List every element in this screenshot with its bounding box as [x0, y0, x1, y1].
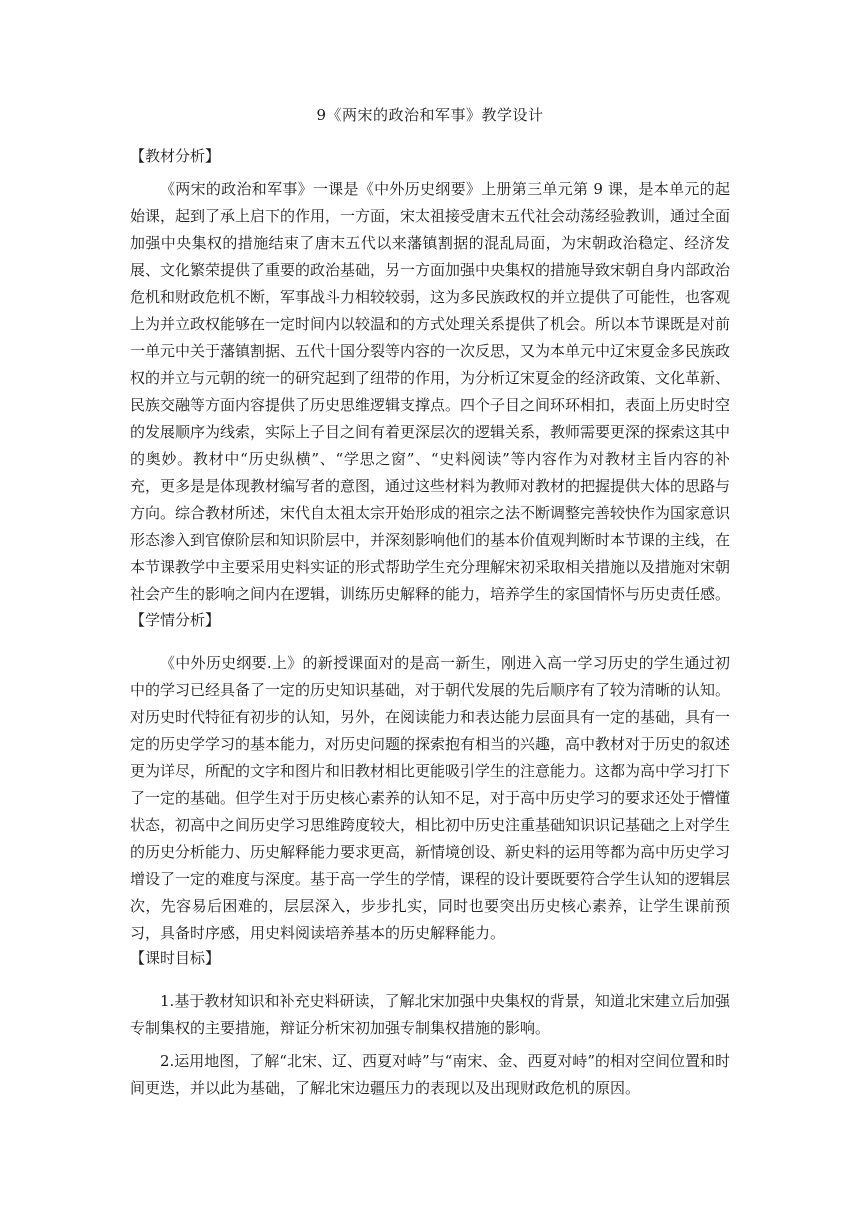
section-heading-student-analysis: 【学情分析】 — [130, 611, 221, 629]
section-heading-lesson-objectives: 【课时目标】 — [130, 949, 221, 967]
paragraph: 2.运用地图，了解“北宋、辽、西夏对峙”与“南宋、金、西夏对峙”的相对空间位置和时间更迭，并以此为基础，了解北宋边疆压力的表现以及出现财政危机的原因。 — [130, 1052, 730, 1097]
paragraph: 1.基于教材知识和补充史料研读，了解北宋加强中央集权的背景，知道北宋建立后加强专制集权的主要措施，辩证分析宋初加强专制集权措施的影响。 — [130, 992, 730, 1037]
document-title: 9《两宋的政治和军事》教学设计 — [316, 106, 544, 124]
paragraph: 《两宋的政治和军事》一课是《中外历史纲要》上册第三单元第 9 课，是本单元的起始课，起到了承上启下的作用，一方面，宋太祖接受唐末五代社会动荡经验教训，通过全面加强中央集权的措施结束了唐末五代以来藩镇割据的混乱局面，为宋朝政治稳定、经济发展、文化繁荣提供了重要的政治基础，另一方面加强中央集权的措施导致宋朝自身内部政治危机和财政危机不断，军事战斗力相较较弱，这为多民族政权的并立提供了可能性，也客观上为并立政权能够在一定时间内以较温和的方式处理关系提供了机会。所以本节课既是对前一单元中关于藩镇割据、五代十国分裂等内容的一次反思，又为本单元中辽宋夏金多民族政权的并立与元朝的统一的研究起到了纽带的作用，为分析辽宋夏金的经济政策、文化革新、民族交融等方面内容提供了历史思维逻辑支撑点。四个子目之间环环相扣，表面上历史时空的发展顺序为线索，实际上子目之间有着更深层次的逻辑关系，教师需要更深的探索这其中的奥妙。教材中“历史纵横”、“学思之窗”、“史料阅读”等内容作为对教材主旨内容的补充，更多是是体现教材编写者的意图，通过这些材料为教师对教材的把握提供大体的思路与方向。综合教材所述，宋代自太祖太宗开始形成的祖宗之法不断调整完善较快作为国家意识形态渗入到官僚阶层和知识阶层中，并深刻影响他们的基本价值观判断时本节课的主线，在本节课教学中主要采用史料实证的形式帮助学生充分理解宋初采取相关措施以及措施对宋朝社会产生的影响之间内在逻辑，训练历史解释的能力，培养学生的家国情怀与历史责任感。 — [130, 180, 731, 603]
objective-item-1 — [130, 988, 730, 1042]
section-body-student-analysis — [130, 650, 730, 947]
paragraph: 《中外历史纲要.上》的新授课面对的是高一新生，刚进入高一学习历史的学生通过初中的学习已经具备了一定的历史知识基础，对于朝代发展的先后顺序有了较为清晰的认知。对历史时代特征有初步的认知，另外，在阅读能力和表达能力层面具有一定的基础，具有一定的历史学学习的基本能力，对历史问题的探索抱有相当的兴趣，高中教材对于历史的叙述更为详尽，所配的文字和图片和旧教材相比更能吸引学生的注意能力。这都为高中学习打下了一定的基础。但学生对于历史核心素养的认知不足，对于高中历史学习的要求还处于懵懂状态，初高中之间历史学习思维跨度较大，相比初中历史注重基础知识识记基础之上对学生的历史分析能力、历史解释能力要求更高，新情境创设、新史料的运用等都为高中历史学习增设了一定的难度与深度。基于高一学生的学情，课程的设计要既要符合学生认知的逻辑层次，先容易后困难的，层层深入，步步扎实，同时也要突出历史核心素养，让学生课前预习，具备时序感，用史料阅读培养基本的历史解释能力。 — [130, 654, 731, 942]
section-heading-textbook-analysis: 【教材分析】 — [130, 147, 221, 165]
objective-item-2 — [130, 1048, 730, 1102]
section-body-textbook-analysis — [130, 176, 730, 608]
